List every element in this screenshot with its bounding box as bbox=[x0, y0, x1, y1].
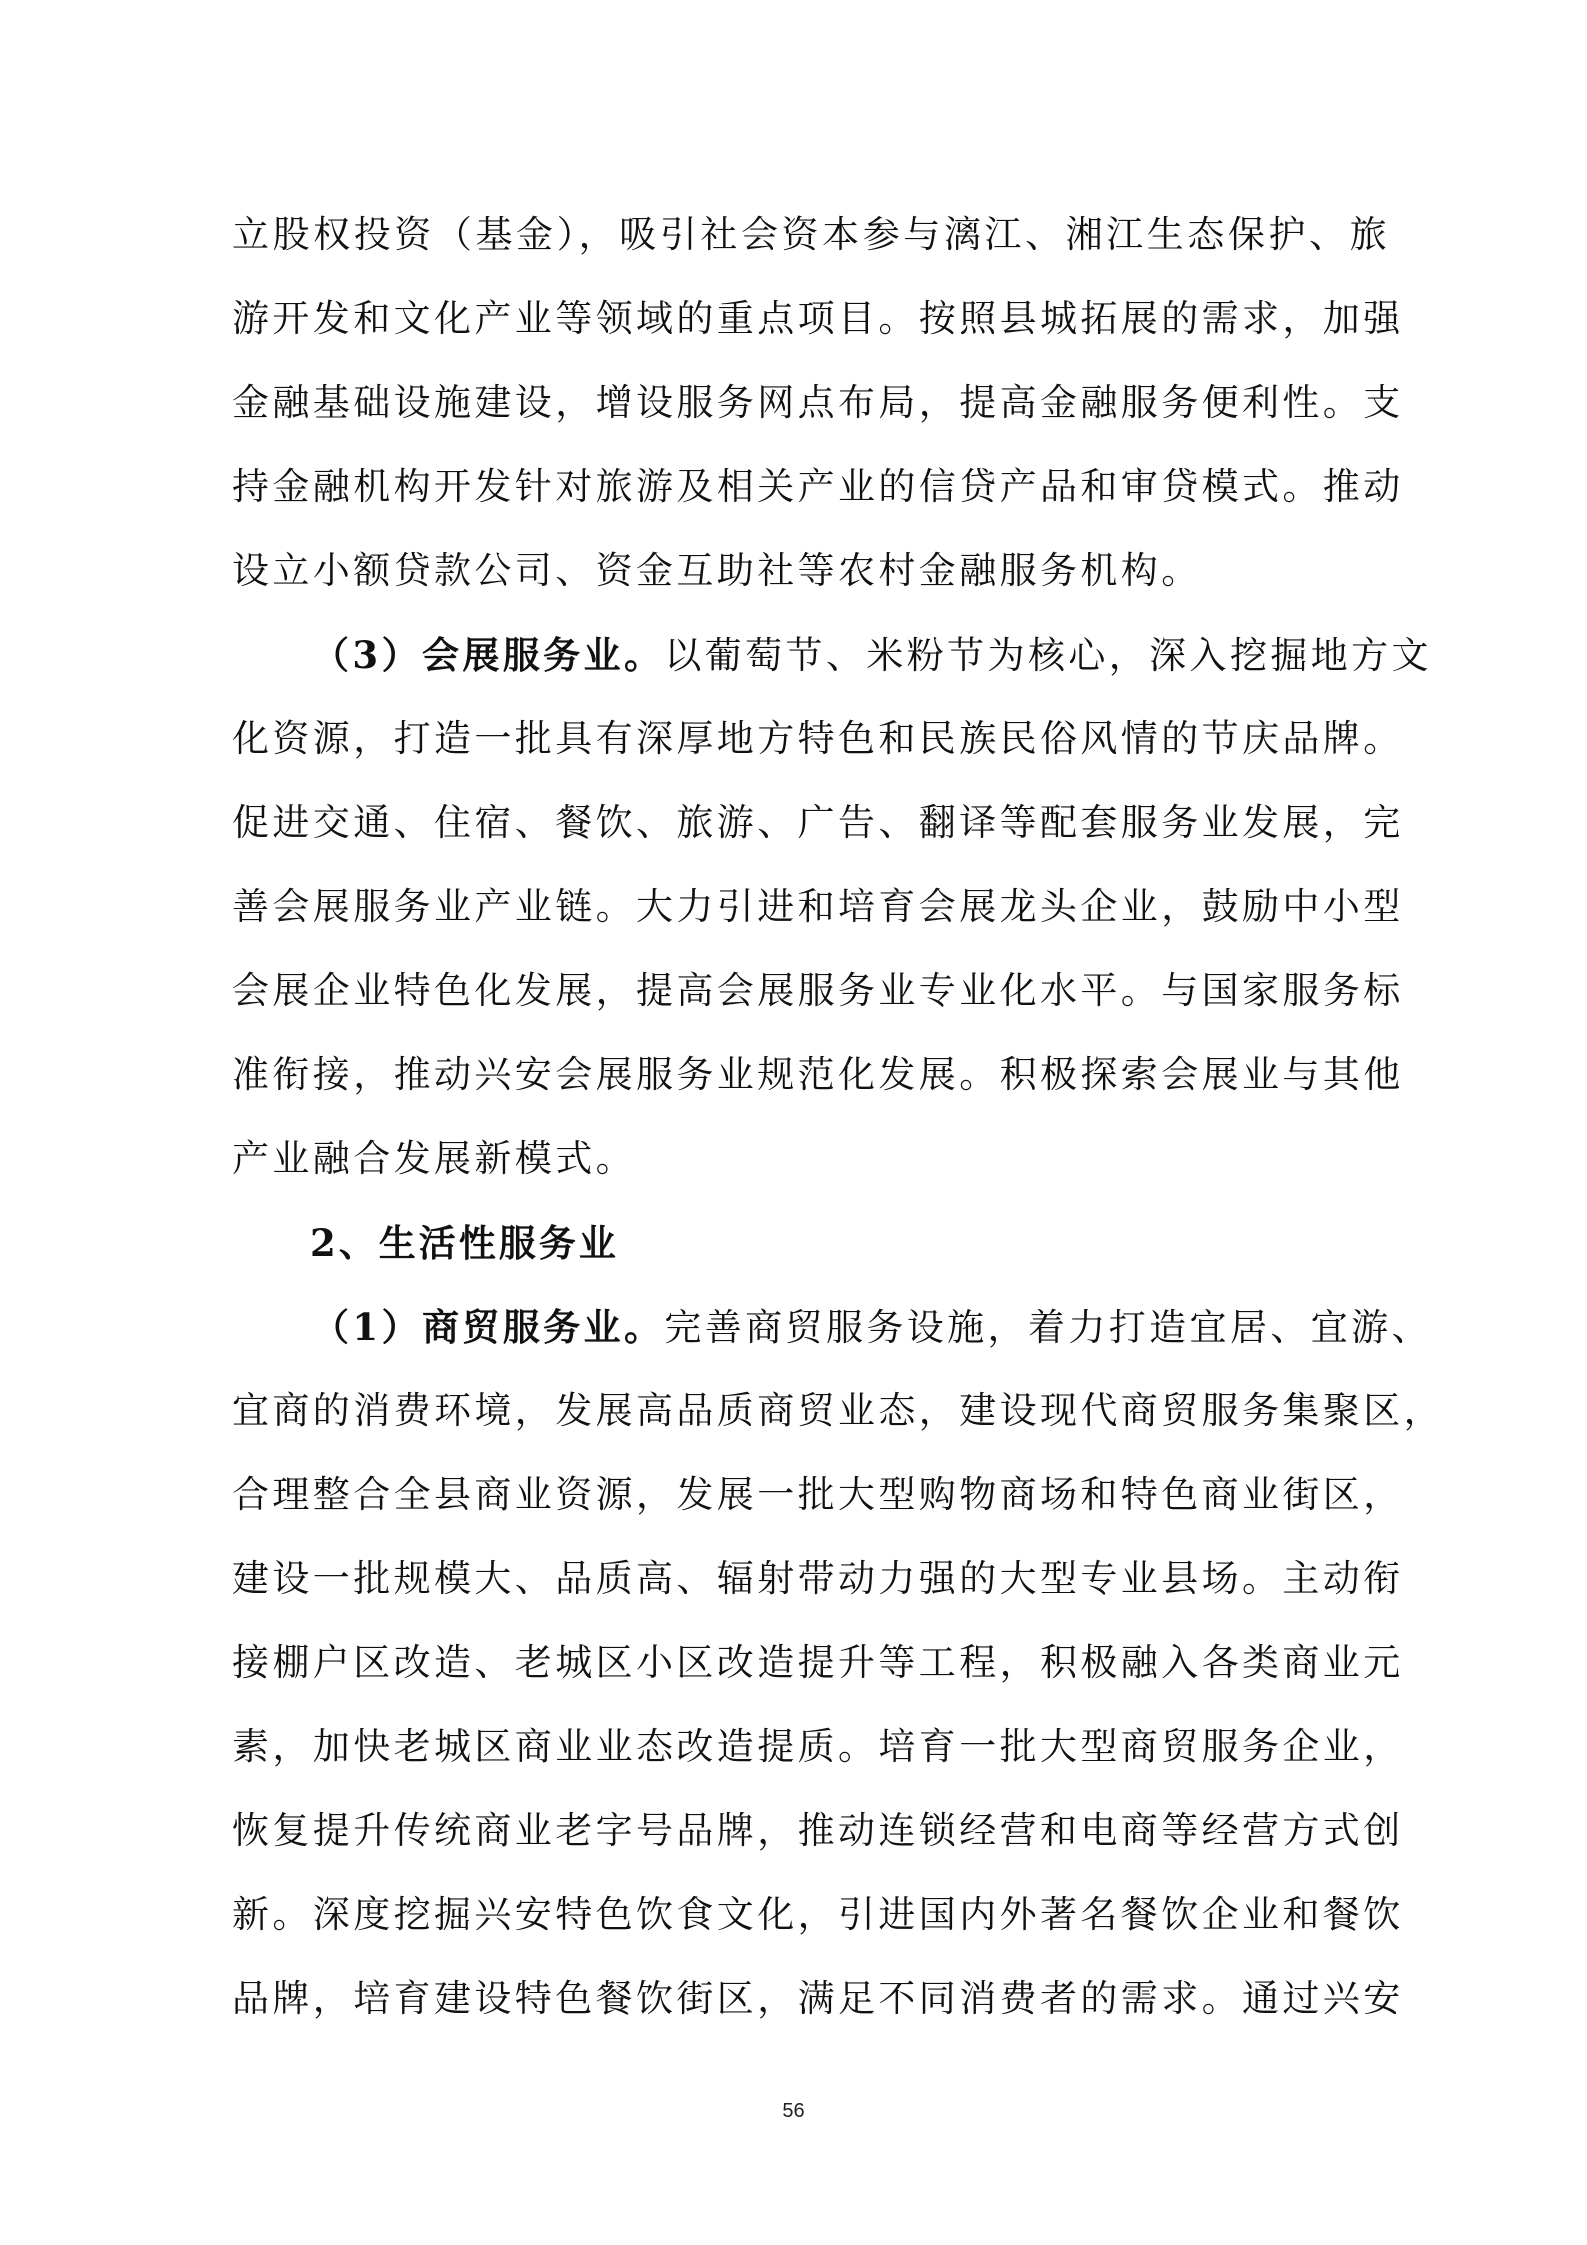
paragraph-line: 立股权投资（基金），吸引社会资本参与漓江、湘江生态保护、旅 bbox=[232, 213, 1390, 256]
paragraph-line: 促进交通、住宿、餐饮、旅游、广告、翻译等配套服务业发展，完 bbox=[232, 801, 1404, 844]
paragraph-first-line bbox=[312, 625, 1432, 685]
paragraph-line: 化资源，打造一批具有深厚地方特色和民族民俗风情的节庆品牌。 bbox=[232, 717, 1404, 760]
section-title-commerce: （1）商贸服务业。 bbox=[312, 1305, 665, 1349]
paragraph-line: 设立小额贷款公司、资金互助社等农村金融服务机构。 bbox=[232, 549, 1202, 592]
page-number: 56 bbox=[782, 2100, 805, 2122]
paragraph-line: 品牌，培育建设特色餐饮街区，满足不同消费者的需求。通过兴安 bbox=[232, 1977, 1404, 2020]
paragraph-line: 产业融合发展新模式。 bbox=[232, 1137, 636, 1180]
paragraph-line: 会展企业特色化发展，提高会展服务业专业化水平。与国家服务标 bbox=[232, 969, 1404, 1012]
paragraph-line: 新。深度挖掘兴安特色饮食文化，引进国内外著名餐饮企业和餐饮 bbox=[232, 1893, 1404, 1936]
paragraph-line: 素，加快老城区商业业态改造提质。培育一批大型商贸服务企业， bbox=[232, 1725, 1404, 1768]
section-title-exhibition: （3）会展服务业。 bbox=[312, 633, 665, 677]
paragraph-first-line bbox=[312, 1297, 1432, 1357]
paragraph-line: 准衔接，推动兴安会展服务业规范化发展。积极探索会展业与其他 bbox=[232, 1053, 1404, 1096]
paragraph-line: 恢复提升传统商业老字号品牌，推动连锁经营和电商等经营方式创 bbox=[232, 1809, 1404, 1852]
section-heading: 2、生活性服务业 bbox=[310, 1221, 619, 1265]
paragraph-line: 善会展服务业产业链。大力引进和培育会展龙头企业，鼓励中小型 bbox=[232, 885, 1404, 928]
paragraph-line: 合理整合全县商业资源，发展一批大型购物商场和特色商业街区， bbox=[232, 1473, 1404, 1516]
paragraph-line: 金融基础设施建设，增设服务网点布局，提高金融服务便利性。支 bbox=[232, 381, 1404, 424]
paragraph-line: 游开发和文化产业等领域的重点项目。按照县城拓展的需求，加强 bbox=[232, 297, 1404, 340]
paragraph-line: 宜商的消费环境，发展高品质商贸业态，建设现代商贸服务集聚区， bbox=[232, 1389, 1444, 1432]
paragraph-line: 建设一批规模大、品质高、辐射带动力强的大型专业县场。主动衔 bbox=[232, 1557, 1404, 1600]
paragraph-line: 持金融机构开发针对旅游及相关产业的信贷产品和审贷模式。推动 bbox=[232, 465, 1404, 508]
paragraph-text: 以葡萄节、米粉节为核心，深入挖掘地方文 bbox=[664, 634, 1432, 677]
paragraph-text: 完善商贸服务设施，着力打造宜居、宜游、 bbox=[664, 1306, 1432, 1349]
paragraph-line: 接棚户区改造、老城区小区改造提升等工程，积极融入各类商业元 bbox=[232, 1641, 1404, 1684]
